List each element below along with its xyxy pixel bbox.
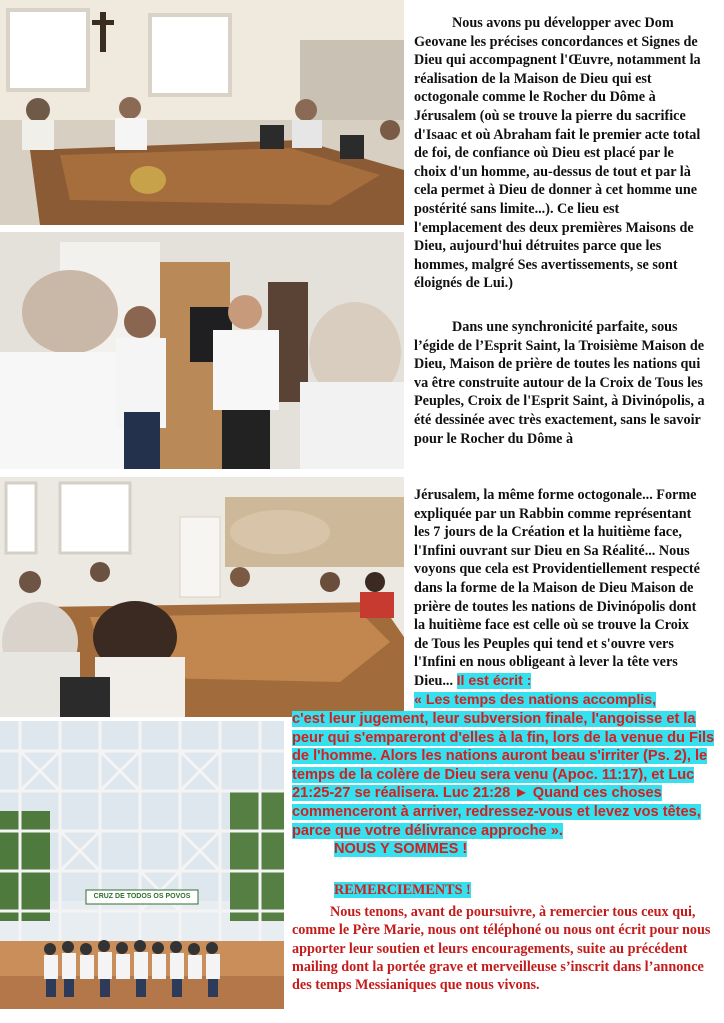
photo-men-standing xyxy=(0,232,404,469)
quote-line-1: « Les temps des nations accomplis, xyxy=(414,691,657,708)
paragraph-troisieme-maison xyxy=(414,318,706,448)
paragraph-2b-text: Jérusalem, la même forme octogonale... Forme expliquée par un Rabbin comme représentant les 7 jours de la Création et la huitième face, l'Infini ouvrant sur Dieu en Sa Réalité... Nous voyons que cela est Providentiellement respecté dans la forme de la Maison de Dieu Maison de prière de toutes les nations de Divinópolis dont la huitième face est celle où se trouve la Croix de Tous les Peuples qui tend et s'ouvre vers l'Infini en nous obligeant à lever la tête vers Dieu... xyxy=(414,487,700,689)
photo-group-cruz-de-todos-os-povos xyxy=(0,721,284,1009)
quote-luc-21 xyxy=(292,710,718,859)
paragraph-1-text: Nous avons pu développer avec Dom Geovane les précises concordances et Signes de Dieu qui accompagnent l'Œuvre, notamment la réalisation de la Maison de Dieu qui est octogonale comme le Rocher du Dôme à Jérusalem (où se trouve la pierre du sacrifice d'Isaac et où Abraham fait le premier acte total de foi, de confiance où Dieu est placé par le choix d'un homme, au-dessus de tout et par là cela permet à Dieu de donner à cet homme une postérité sans limite...). Ce lieu est l'emplacement des deux premières Maisons de Dieu, aujourd'hui détruites parce que les hommes, malgré Ses avertissements, se sont éloignés de Lui.) xyxy=(414,15,701,292)
quote-body: c'est leur jugement, leur subversion finale, l'angoisse et la peur qui s'empareront d'elles à la fin, lors de la venue du Fils de l'homme. Alors les nations auront beau s'irriter (Ps. 2), le temps de la colère de Dieu sera venu (Apoc. 11:17), et Luc 21:25-27 se réalisera. Luc 21:28 ► Quand ces choses commenceront à arriver, redressez-vous et levez vos têtes, parce que votre délivrance approche ». xyxy=(292,711,715,839)
paragraph-maison-de-dieu xyxy=(414,14,706,293)
remerciements-title: REMERCIEMENTS ! xyxy=(334,882,471,898)
paragraph-forme-octogonale xyxy=(414,486,706,709)
remerciements-section xyxy=(292,881,712,994)
photo-meeting-room-2 xyxy=(0,477,404,717)
photo-meeting-room-1 xyxy=(0,0,404,225)
quote-intro: Il est écrit : xyxy=(456,672,532,689)
banner-cruz-de-todos-os-povos: CRUZ DE TODOS OS POVOS xyxy=(93,893,191,900)
remerciements-body: Nous tenons, avant de poursuivre, à remercier tous ceux qui, comme le Père Marie, nous ont téléphoné ou nous ont écrit pour nous apporter leur soutien et leurs encouragements, suite au précédent mailing dont la portée grave et merveilleuse s’inscrit dans l’annonce des temps Messianiques que nous vivons. xyxy=(292,904,711,994)
paragraph-2a-text: Dans une synchronicité parfaite, sous l’égide de l’Esprit Saint, la Troisième Maison de Dieu, Maison de prière de toutes les nations qui va être construite autour de la Croix de Tous les Peuples, Croix de l'Esprit Saint, à Divinópolis, a été dessinée avec très exactement, sans le savoir pour le Rocher du Dôme à xyxy=(414,319,705,447)
nous-y-sommes: NOUS Y SOMMES ! xyxy=(334,841,468,858)
